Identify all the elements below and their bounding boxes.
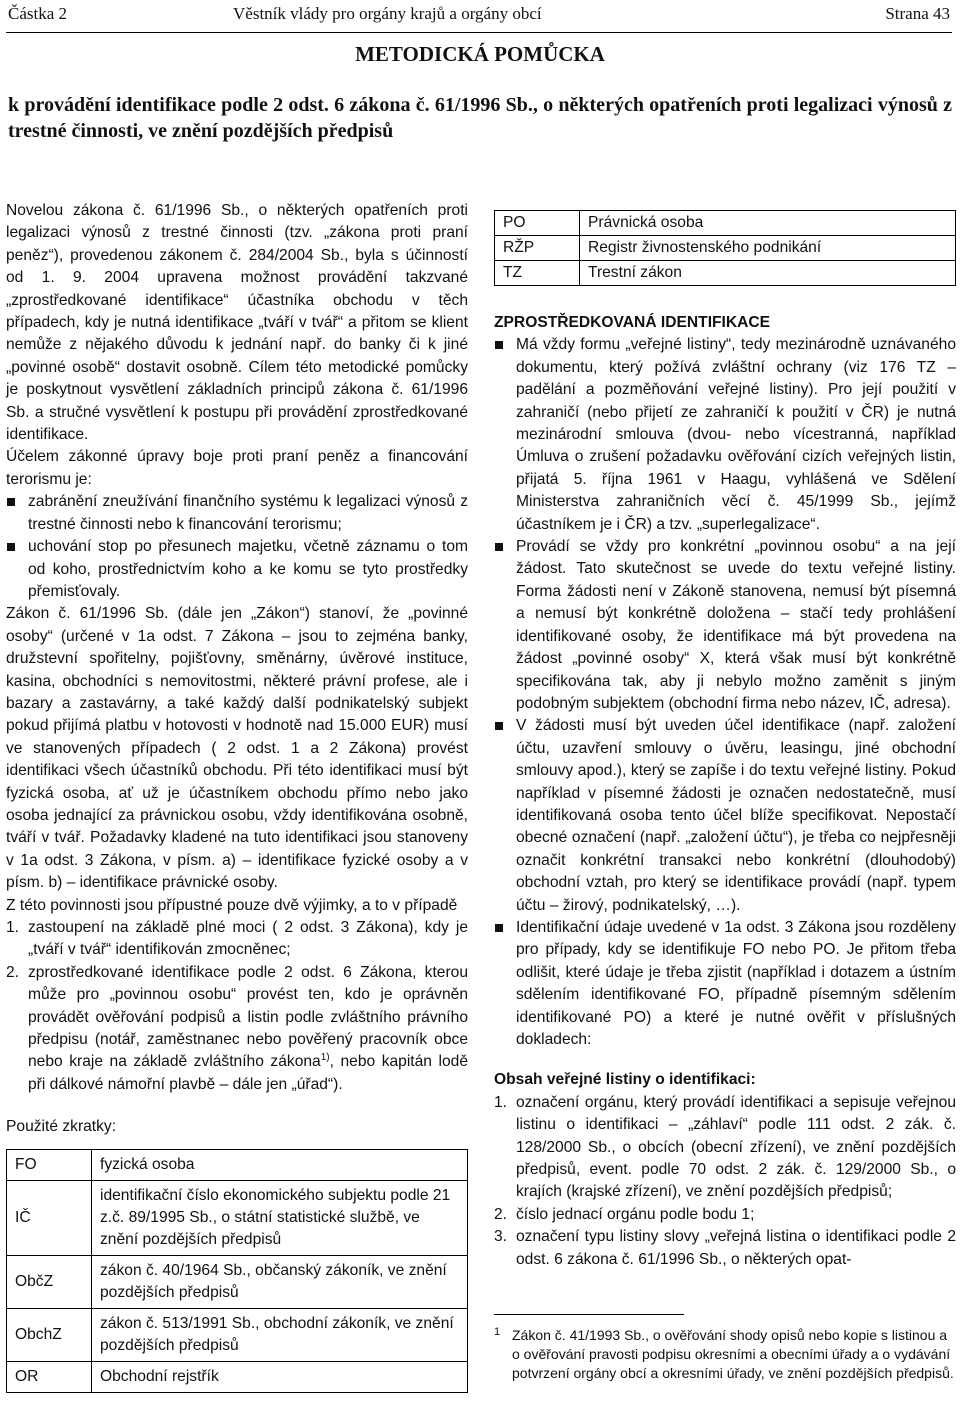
list-item: Má vždy formu „veřejné listiny“, tedy mezinárodně uznávaného dokumentu, který požívá zvláštní ochrany (viz 176 TZ – padělání a pozměňování veřejné listiny). Pro její použití v zahraničí (nebo přijetí ze zahraničí k použití v ČR) je nutná mezinárodní smlouva (dvou- nebo vícestranná, například Úmluva o zrušení požadavku ověřování cizích veřejných listin, přijatá 5. října 1961 v Haagu, vyhlášená ve Sdělení Ministerstva zahraničních věcí č. 45/1999 Sb., jejímž účastníkem je i ČR) a tzv. „superlegalizace“. — [494, 334, 956, 536]
table-row: IČ identifikační číslo ekonomického subjektu podle 21 z.č. 89/1995 Sb., o státní statistické službě, ve znění pozdějších předpisů — [7, 1180, 468, 1255]
table-row: OR Obchodní rejstřík — [7, 1361, 468, 1392]
bullet-square-icon — [495, 722, 503, 730]
footnote-text: Zákon č. 41/1993 Sb., o ověřování shody opisů nebo kopie s listinou a o ověřování pravosti podpisu okresními a obecními úřady a o vydávání potvrzení orgány obcí a okresními úřady, ve znění pozdějších předpisů. — [512, 1327, 954, 1381]
list-item: 2. zprostředkované identifikace podle 2 odst. 6 Zákona, kterou může pro „povinnou osobu“ provést ten, kdo je oprávněn provádět ověřování podpisů a listin podle zvláštního právního předpisu (notář, zaměstnanec nebo pověřený pracovník obce nebo kraje na základě zvláštního zákona$^{1)}$, nebo kapitán lodě při dálkové námořní plavbě – dále jen „úřad“). — [6, 963, 468, 1093]
bullet-square-icon — [495, 543, 503, 551]
header-issue: Částka 2 — [8, 4, 68, 23]
content-list — [494, 1092, 956, 1271]
bullet-square-icon — [7, 498, 15, 506]
footnote-mark: 1 — [494, 1326, 501, 1338]
abbreviation-table-continued — [494, 210, 956, 286]
footnote — [494, 1326, 956, 1383]
list-item: V žádosti musí být uveden účel identifikace (např. založení účtu, uzavření smlouvy o úvěru, leasingu, jiné obchodní smlouvy apod.), který se zapíše i do textu veřejné listiny. Pokud například v písemné žádosti je označen nedostatečně, musí identifikovaná osoba tento účel blíže specifikovat. Nepostačí obecné označení (např. „založení účtu“), je třeba co nejpřesněji označit konkrétní transakci nebo konkrétní (dlouhodobý) obchodní vztah, pro který se identifikace provádí (např. typem účtu – žirový, podnikatelský, …). — [494, 715, 956, 917]
header-rule — [6, 32, 952, 33]
left-column — [6, 200, 468, 1393]
list-item: Identifikační údaje uvedené v 1a odst. 3 Zákona jsou rozděleny pro případy, kdy se identifikuje FO nebo PO. Je přitom třeba odlišit, které údaje je třeba zjistit (například i dotazem a ústním sdělením identifikované FO, případně písemným sdělením identifikované PO) a které je nutné ověřit v příslušných dokladech: — [494, 917, 956, 1051]
exceptions-paragraph: Z této povinnosti jsou přípustné pouze dvě výjimky, a to v případě — [6, 896, 458, 914]
section-heading: ZPROSTŘEDKOVANÁ IDENTIFIKACE — [494, 314, 771, 331]
abbr-heading: Použité zkratky: — [6, 1118, 117, 1136]
abbreviation-table — [6, 1149, 468, 1393]
list-item: Provádí se vždy pro konkrétní „povinnou osobu“ a na její žádost. Tato skutečnost se uvede do textu veřejné listiny. Forma žádosti není v Zákoně stanovena, nemusí být písemná a nemusí být konkrétně doložena – stačí tedy prohlášení identifikované osoby, že identifikace má být provedena na žádost „povinné osoby“ X, která však musí být konkrétně specifikována tak, aby ji nebylo možno zaměnit s jiným podobným subjektem (obchodní firma nebo název, IČ, adresa). — [494, 536, 956, 715]
bullet-square-icon — [495, 924, 503, 932]
footnote-rule — [494, 1314, 684, 1315]
law-paragraph: Zákon č. 61/1996 Sb. (dále jen „Zákon“) stanoví, že „povinné osoby“ (určené v 1a odst. 7 Zákona – jsou to zejména banky, družstevní spořitelny, pojišťovny, směnárny, úvěrové instituce, kasina, obchodníci s nemovitostmi, některé právní profese, ale i bazary a zastavárny, a také každý další podnikatelský subjekt pokud přijímá platbu v hotovosti v hodnotě nad 15.000 EUR) musí ve stanovených případech ( 2 odst. 1 a 2 Zákona) provést identifikaci všech účastníků obchodu. Při této identifikaci musí být fyzická osoba, ať už je účastníkem obchodu přímo nebo jako osoba jednající za právnickou osobu, vždy identifikována osobně, tváří v tvář. Požadavky kladené na tuto identifikaci jsou stanoveny v 1a odst. 3 Zákona, v písm. a) – identifikace fyzické osoby a v písm. b) – identifikace právnické osoby. — [6, 605, 468, 892]
table-row: ObčZ zákon č. 40/1964 Sb., občanský zákoník, ve znění pozdějších předpisů — [7, 1255, 468, 1308]
document-title: METODICKÁ POMŮCKA — [355, 42, 605, 66]
exceptions-list — [6, 917, 468, 1096]
intro-paragraph: Novelou zákona č. 61/1996 Sb., o některých opatřeních proti legalizaci výnosů z trestné činnosti (tzv. „zákona proti praní peněz“), provedenou zákonem č. 284/2004 Sb., byla s účinností od 1. 9. 2004 upravena možnost provádění takzvané „zprostředkované identifikace“ účastníka obchodu v těch případech, kdy je nutná identifikace „tváří v tvář“ a přitom se klient nemůže z nějakého důvodu k jednání např. do banky či k jiné „povinné osobě“ dostavit osobně. Cílem této metodické pomůcky je poskytnout vysvětlení základních principů zákona č. 61/1996 Sb. a stručné vysvětlení k postupu při provádění zprostředkované identifikace. — [6, 202, 468, 444]
bullet-square-icon — [7, 543, 15, 551]
table-row: FO fyzická osoba — [7, 1149, 468, 1180]
document-subtitle: k provádění identifikace podle 2 odst. 6 zákona č. 61/1996 Sb., o některých opatřeních proti legalizaci výnosů z trestné činnosti, ve znění pozdějších předpisů — [8, 94, 952, 142]
bullet-square-icon — [495, 341, 503, 349]
list-item: 2. číslo jednací orgánu podle bodu 1; — [494, 1205, 755, 1223]
table-row: PO Právnická osoba — [495, 211, 956, 236]
aim-list — [6, 491, 468, 603]
content-heading: Obsah veřejné listiny o identifikaci: — [494, 1071, 756, 1089]
list-item: 3. označení typu listiny slovy „veřejná listina o identifikaci podle 2 odst. 6 zákona č. 61/1996 Sb., o některých opat- — [494, 1228, 956, 1268]
header-journal: Věstník vlády pro orgány krajů a orgány obcí — [233, 4, 542, 23]
table-row: ObchZ zákon č. 513/1991 Sb., obchodní zákoník, ve znění pozdějších předpisů — [7, 1308, 468, 1361]
list-item: 1. zastoupení na základě plné moci ( 2 odst. 3 Zákona), kdy je „tváří v tvář“ identifikován zmocněnec; — [6, 919, 468, 959]
table-row: RŽP Registr živnostenského podnikání — [495, 236, 956, 261]
list-item: zabránění zneužívání finančního systému k legalizaci výnosů z trestné činnosti nebo k financování terorismu; — [6, 491, 468, 536]
table-row: TZ Trestní zákon — [495, 261, 956, 286]
aim-paragraph: Účelem zákonné úpravy boje proti praní peněz a financování terorismu je: — [6, 448, 468, 488]
running-header — [8, 4, 950, 30]
list-item: 1. označení orgánu, který provádí identifikaci a sepisuje veřejnou listinu o identifikaci – „záhlaví“ podle 111 odst. 2 zák. č. 128/2000 Sb., o obcích (obecní zřízení), ve znění pozdějších předpisů, event. podle 70 odst. 2 zák. č. 129/2000 Sb., o krajích (krajské zřízení), ve znění pozdějších předpisů; — [494, 1093, 956, 1201]
footnote-ref: 1) — [320, 1052, 330, 1064]
list-item: uchování stop po přesunech majetku, včetně záznamu o tom od koho, prostřednictvím koho a ke komu se tyto prostředky přemisťovaly. — [6, 536, 468, 603]
identification-list — [494, 334, 956, 1051]
right-column — [494, 210, 956, 1271]
header-page: Strana 43 — [885, 4, 950, 23]
